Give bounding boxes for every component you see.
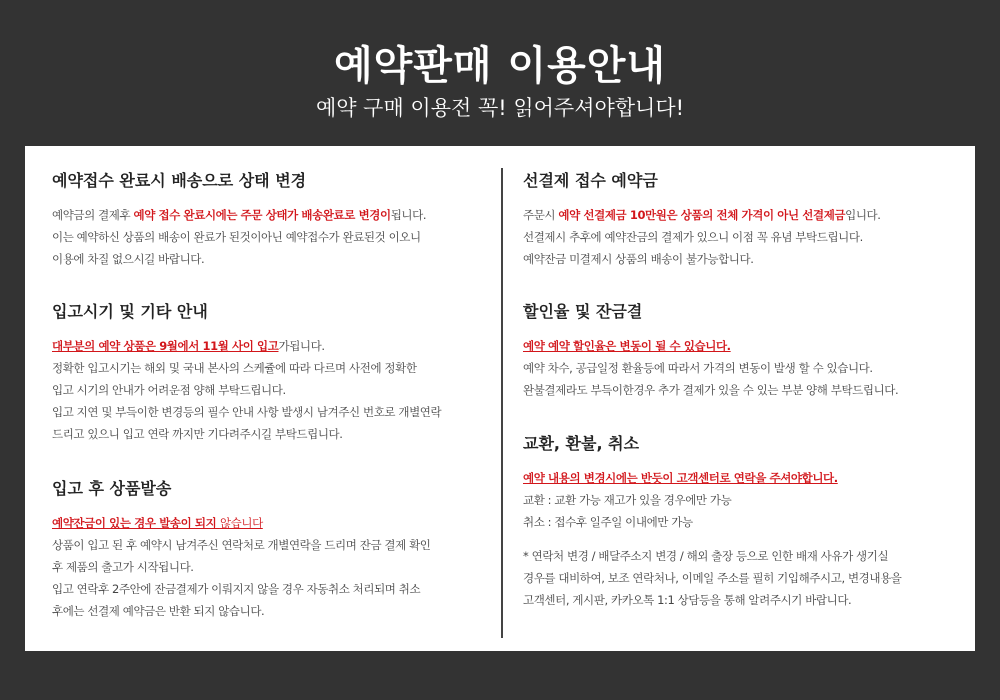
spacer bbox=[523, 533, 963, 545]
text-line bbox=[523, 204, 963, 226]
section-discount bbox=[523, 301, 963, 401]
section-shipping bbox=[52, 478, 492, 622]
highlight-text: 예약 선결제금 10만원은 상품의 전체 가격이 아닌 선결제금 bbox=[558, 208, 846, 222]
text-line bbox=[52, 512, 492, 534]
text-line: 드리고 있으니 입고 연락 까지만 기다려주시길 부탁드립니다. bbox=[52, 427, 343, 441]
text-line: 이용에 차질 없으시길 바랍니다. bbox=[52, 252, 205, 266]
section-title: 할인율 및 잔금결 bbox=[523, 302, 643, 321]
highlight-text: 예약 접수 완료시에는 주문 상태가 배송완료로 변경이 bbox=[133, 208, 391, 222]
highlight-text: 예약잔금이 있는 경우 발송이 되지 bbox=[52, 516, 220, 530]
text-line: 선결제시 추후에 예약잔금의 결제가 있으니 이점 꼭 유념 부탁드립니다. bbox=[523, 230, 863, 244]
text-line: 후 제품의 출고가 시작됩니다. bbox=[52, 560, 194, 574]
highlight-text: 않습니다 bbox=[219, 516, 263, 530]
text-segment: 입니다. bbox=[845, 208, 881, 222]
highlight-text: 대부분의 예약 상품은 9월에서 11월 사이 입고 bbox=[52, 339, 279, 353]
text-line: 고객센터, 게시판, 카카오톡 1:1 상담등을 통해 알려주시기 바랍니다. bbox=[523, 593, 852, 607]
header bbox=[0, 0, 1000, 145]
section-title: 입고시기 및 기타 안내 bbox=[52, 302, 208, 321]
text-line: 입고 시기의 안내가 어려운점 양해 부탁드립니다. bbox=[52, 383, 286, 397]
text-line: 경우를 대비하여, 보조 연락처나, 이메일 주소를 필히 기입해주시고, 변경내용을 bbox=[523, 571, 902, 585]
text-line: 취소 : 접수후 일주일 이내에만 가능 bbox=[523, 515, 693, 529]
section-arrival-info bbox=[52, 301, 492, 445]
text-line: 입고 지연 및 부득이한 변경등의 필수 안내 사항 발생시 남겨주신 번호로 개별연락 bbox=[52, 405, 442, 419]
text-segment: 주문시 bbox=[523, 208, 559, 222]
text-line: 상품이 입고 된 후 예약시 남겨주신 연락처로 개별연락을 드리며 잔금 결제 확인 bbox=[52, 538, 431, 552]
highlight-text: 예약 예약 할인율은 변동이 될 수 있습니다. bbox=[523, 339, 731, 353]
text-segment: 예약금의 결제후 bbox=[52, 208, 134, 222]
text-line bbox=[52, 204, 492, 226]
section-prepayment bbox=[523, 170, 963, 270]
text-line: 예약 차수, 공급일정 환율등에 따라서 가격의 변동이 발생 할 수 있습니다. bbox=[523, 361, 873, 375]
page-subtitle: 예약 구매 이용전 꼭! 읽어주셔야합니다! bbox=[315, 96, 685, 120]
column-divider bbox=[501, 168, 503, 638]
section-exchange-refund bbox=[523, 433, 963, 611]
text-line: * 연락처 변경 / 배달주소지 변경 / 해외 출장 등으로 인한 배재 사유가 생기실 bbox=[523, 549, 889, 563]
section-title: 예약접수 완료시 배송으로 상태 변경 bbox=[52, 171, 307, 190]
text-line: 이는 예약하신 상품의 배송이 완료가 된것이아닌 예약접수가 완료된것 이오니 bbox=[52, 230, 421, 244]
text-line: 정확한 입고시기는 해외 및 국내 본사의 스케쥴에 따라 다르며 사전에 정확한 bbox=[52, 361, 417, 375]
text-line: 완불결제라도 부득이한경우 추가 결제가 있을 수 있는 부분 양해 부탁드립니다. bbox=[523, 383, 899, 397]
text-line: 예약잔금 미결제시 상품의 배송이 불가능합니다. bbox=[523, 252, 754, 266]
section-title: 교환, 환불, 취소 bbox=[523, 434, 640, 453]
highlight-text: 예약 내용의 변경시에는 반듯이 고객센터로 연락을 주셔야합니다. bbox=[523, 471, 838, 485]
text-segment: 가됩니다. bbox=[278, 339, 325, 353]
text-segment: 됩니다. bbox=[390, 208, 427, 222]
text-line: 입고 연락후 2주안에 잔금결제가 이뤄지지 않을 경우 자동취소 처리되며 취소 bbox=[52, 582, 421, 596]
section-title: 선결제 접수 예약금 bbox=[523, 171, 658, 190]
text-line bbox=[52, 335, 492, 357]
text-line: 후에는 선결제 예약금은 반환 되지 않습니다. bbox=[52, 604, 265, 618]
page-title: 예약판매 이용안내 bbox=[333, 43, 667, 89]
section-reservation-status bbox=[52, 170, 492, 270]
info-panel bbox=[25, 146, 975, 651]
section-title: 입고 후 상품발송 bbox=[52, 479, 172, 498]
text-line: 교환 : 교환 가능 재고가 있을 경우에만 가능 bbox=[523, 493, 732, 507]
